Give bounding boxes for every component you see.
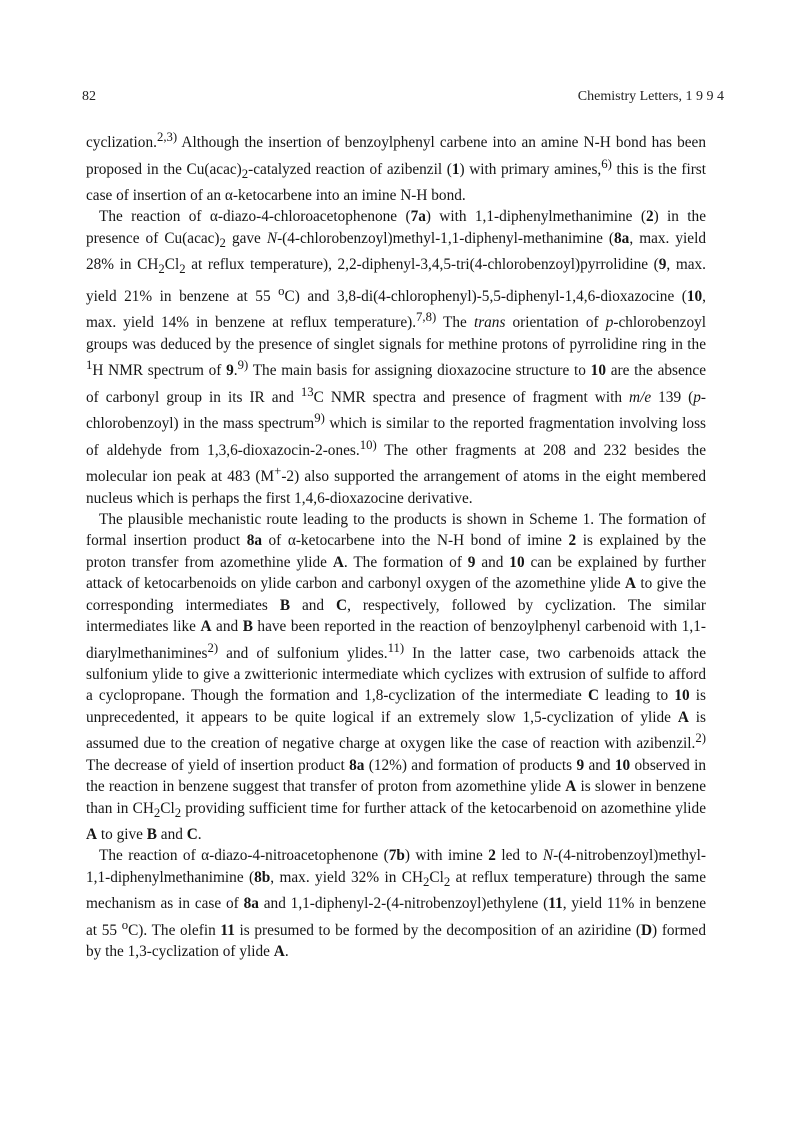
paragraph: cyclization.$^{2,3)}$ Although the insertion of benzoylphenyl carbene into an amine N-H bond has been proposed in the $Cu(acac)_2$-catalyzed reaction of azibenzil (1) with primary amines,$^{6)}$ this is the first case of insertion of an α-ketocarbene into an imine N-H bond.: [86, 130, 707, 205]
journal-citation: Chemistry Letters, 1 9 9 4: [577, 89, 724, 104]
paragraph: The reaction of α-diazo-4-nitroacetophenone (7b) with imine 2 led to N-(4-nitrobenzoyl)methyl-1,1-diphenylmethanimine (8b, max. yield 32% in $CH_2Cl_2$ at reflux temperature) through the same mechanism as in case of 8a and 1,1-diphenyl-2-(4-nitrobenzoyl)ethylene (11, yield 11% in benzene at 55 $^o$C). The olefin 11 is presumed to be formed by the decomposition of an aziridine (D) formed by the 1,3-cyclization of ylide A.: [86, 847, 707, 961]
paragraph: The reaction of α-diazo-4-chloroacetophenone (7a) with 1,1-diphenylmethanimine (2) in the presence of $Cu(acac)_2$ gave N-(4-chlorobenzoyl)methyl-1,1-diphenyl-methanimine (8a, max. yield 28% in $CH_2Cl_2$ at reflux temperature), 2,2-diphenyl-3,4,5-tri(4-chlorobenzoyl)pyrrolidine (9, max. yield 21% in benzene at 55 $^o$C) and 3,8-di(4-chlorophenyl)-5,5-diphenyl-1,4,6-dioxazocine (10, max. yield 14% in benzene at reflux temperature).$^{7,8)}$ The trans orientation of p-chlorobenzoyl groups was deduced by the presence of singlet signals for methine protons of pyrrolidine ring in the $^1$H NMR spectrum of 9.$^{9)}$ The main basis for assigning dioxazocine structure to 10 are the absence of carbonyl group in its IR and $^{13}$C NMR spectra and presence of fragment with m/e 139 (p-chlorobenzoyl) in the mass spectrum$^{9)}$ which is similar to the reported fragmentation involving loss of aldehyde from 1,3,6-dioxazocin-2-ones.$^{10)}$ The other fragments at 208 and 232 besides the molecular ion peak at 483 (M+-2) also supported the arrangement of atoms in the eight membered nucleus which is perhaps the first 1,4,6-dioxazocine derivative.: [86, 208, 707, 507]
page-number: 82: [82, 89, 96, 104]
paragraph: The plausible mechanistic route leading to the products is shown in Scheme 1. The formation of formal insertion product 8a of α-ketocarbene into the N-H bond of imine 2 is explained by the proton transfer from azomethine ylide A. The formation of 9 and 10 can be explained by further attack of ketocarbenoids on ylide carbon and carbonyl oxygen of the azomethine ylide A to give the corresponding intermediates B and C, respectively, followed by cyclization. The similar intermediates like A and B have been reported in the reaction of benzoylphenyl carbenoid with 1,1-diarylmethanimines$^{2)}$ and of sulfonium ylides.$^{11)}$ In the latter case, two carbenoids attack the sulfonium ylide to give a zwitterionic intermediate which cyclizes with extrusion of sulfide to afford a cyclopropane. Though the formation and 1,8-cyclization of the intermediate C leading to 10 is unprecedented, it appears to be quite logical if an extremely slow 1,5-cyclization of ylide A is assumed due to the creation of negative charge at oxygen like the case of reaction with azibenzil.$^{2)}$ The decrease of yield of insertion product 8a (12%) and formation of products 9 and 10 observed in the reaction in benzene suggest that transfer of proton from azomethine ylide A is slower in benzene than in $CH_2Cl_2$ providing sufficient time for further attack of the ketocarbenoid on azomethine ylide A to give B and C.: [86, 511, 706, 843]
article-body: [86, 127, 706, 963]
